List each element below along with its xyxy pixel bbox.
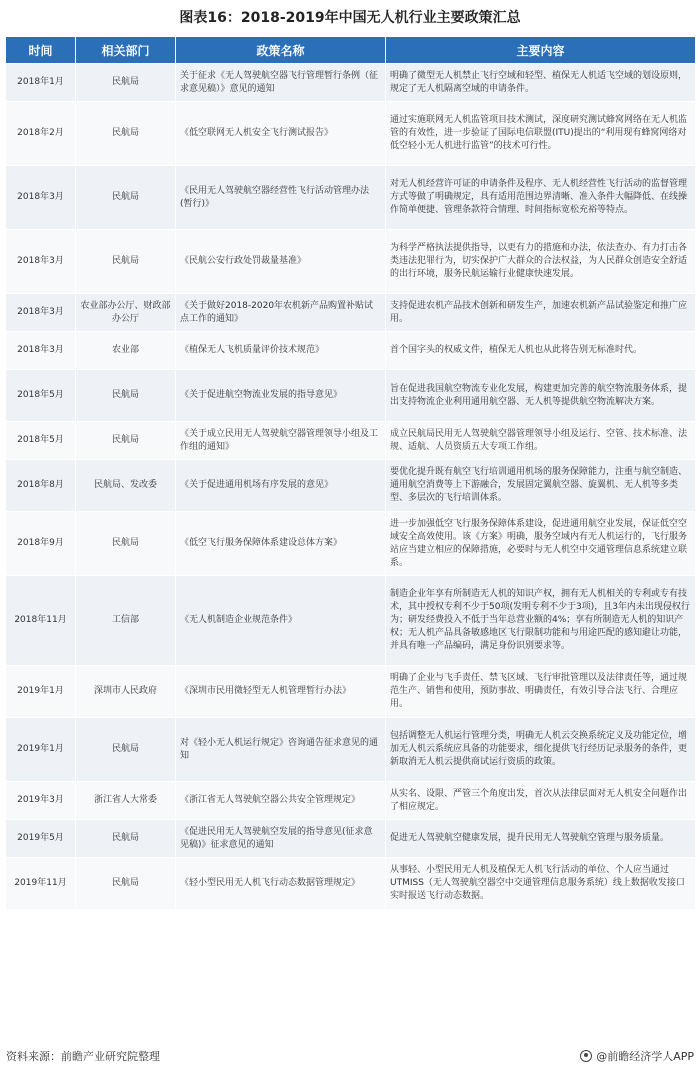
cell-policy-name: 《关于成立民用无人驾驶航空器管理领导小组及工作组的通知》 xyxy=(176,422,386,460)
cell-department: 民航局 xyxy=(76,820,176,858)
table-row xyxy=(6,820,696,858)
cell-department: 民航局 xyxy=(76,102,176,166)
cell-main-content: 旨在促进我国航空物流专业化发展，构建更加完善的航空物流服务体系，提出支持物流企业利用通用航空器、无人机等提供航空物流解决方案。 xyxy=(386,370,696,422)
brand-text: @前瞻经济学人APP xyxy=(596,1050,694,1063)
cell-date: 2019年3月 xyxy=(6,782,76,820)
table-row xyxy=(6,294,696,332)
cell-main-content: 通过实施联网无人机监管项目技术测试，深度研究测试蜂窝网络在无人机监管的有效性，进一步验证了国际电信联盟(ITU)提出的“利用现有蜂窝网络对低空轻小无人机进行监管”的技术可行性。 xyxy=(386,102,696,166)
qianzhan-logo-icon xyxy=(580,1050,592,1062)
cell-department: 深圳市人民政府 xyxy=(76,666,176,718)
cell-policy-name: 关于征求《无人驾驶航空器飞行管理暂行条例（征求意见稿）》意见的通知 xyxy=(176,64,386,102)
cell-department: 工信部 xyxy=(76,576,176,666)
table-body xyxy=(6,64,696,910)
cell-date: 2018年9月 xyxy=(6,512,76,576)
cell-policy-name: 《浙江省无人驾驶航空器公共安全管理规定》 xyxy=(176,782,386,820)
cell-date: 2018年3月 xyxy=(6,230,76,294)
cell-policy-name: 《轻小型民用无人机飞行动态数据管理规定》 xyxy=(176,858,386,910)
table-row xyxy=(6,422,696,460)
cell-main-content: 要优化提升既有航空飞行培训通用机场的服务保障能力，注重与航空制造、通用航空消费等上下游融合，发展固定翼航空器、旋翼机、无人机等多类型、多层次的飞行培训体系。 xyxy=(386,460,696,512)
source-note: 资料来源：前瞻产业研究院整理 xyxy=(6,1050,160,1063)
cell-date: 2018年2月 xyxy=(6,102,76,166)
cell-policy-name: 《民用无人驾驶航空器经营性飞行活动管理办法(暂行)》 xyxy=(176,166,386,230)
cell-policy-name: 《关于做好2018-2020年农机新产品购置补贴试点工作的通知》 xyxy=(176,294,386,332)
chart-title: 图表16：2018-2019年中国无人机行业主要政策汇总 xyxy=(179,10,521,26)
cell-department: 民航局 xyxy=(76,64,176,102)
table-row xyxy=(6,102,696,166)
cell-main-content: 从实名、设限、严管三个角度出发，首次从法律层面对无人机安全问题作出了相应规定。 xyxy=(386,782,696,820)
cell-department: 民航局 xyxy=(76,166,176,230)
cell-date: 2018年11月 xyxy=(6,576,76,666)
cell-policy-name: 《无人机制造企业规范条件》 xyxy=(176,576,386,666)
header-date: 时间 xyxy=(6,37,76,64)
cell-date: 2019年11月 xyxy=(6,858,76,910)
header-main-content: 主要内容 xyxy=(386,37,696,64)
cell-policy-name: 《民航公安行政处罚裁量基准》 xyxy=(176,230,386,294)
table-row xyxy=(6,666,696,718)
cell-department: 农业部办公厅、财政部办公厅 xyxy=(76,294,176,332)
table-row xyxy=(6,166,696,230)
cell-date: 2018年3月 xyxy=(6,294,76,332)
cell-department: 农业部 xyxy=(76,332,176,370)
cell-policy-name: 《低空飞行服务保障体系建设总体方案》 xyxy=(176,512,386,576)
brand-credit xyxy=(580,1048,694,1064)
table-row xyxy=(6,782,696,820)
cell-policy-name: 《低空联网无人机安全飞行测试报告》 xyxy=(176,102,386,166)
cell-main-content: 进一步加强低空飞行服务保障体系建设，促进通用航空业发展，保证低空空域安全高效使用。该《方案》明确，服务空域内有无人机运行的，飞行服务站应当建立相应的保障措施，必要时与无人机空中交通管理信息系统建立联系。 xyxy=(386,512,696,576)
cell-department: 民航局 xyxy=(76,230,176,294)
cell-main-content: 为科学严格执法提供指导，以更有力的措施和办法，依法查办、有力打击各类违法犯罪行为，切实保护广大群众的合法权益，为人民群众创造安全舒适的出行环境，服务民航运输行业健康快速发展。 xyxy=(386,230,696,294)
table-row xyxy=(6,576,696,666)
table-row xyxy=(6,718,696,782)
table-header-row xyxy=(6,37,696,64)
cell-date: 2018年5月 xyxy=(6,370,76,422)
footer xyxy=(6,1046,694,1066)
cell-policy-name: 《植保无人飞机质量评价技术规范》 xyxy=(176,332,386,370)
cell-date: 2018年3月 xyxy=(6,166,76,230)
table-row xyxy=(6,230,696,294)
cell-date: 2019年1月 xyxy=(6,666,76,718)
table-row xyxy=(6,332,696,370)
header-policy-name: 政策名称 xyxy=(176,37,386,64)
cell-date: 2018年5月 xyxy=(6,422,76,460)
table-row xyxy=(6,370,696,422)
cell-main-content: 对无人机经营许可证的申请条件及程序、无人机经营性飞行活动的监督管理方式等做了明确规定，具有适用范围边界清晰、准入条件大幅降低、在线操作简单便捷、管理条款符合情理、时间指标宽松充裕等特点。 xyxy=(386,166,696,230)
cell-department: 民航局 xyxy=(76,718,176,782)
cell-date: 2018年8月 xyxy=(6,460,76,512)
cell-date: 2019年5月 xyxy=(6,820,76,858)
cell-department: 民航局、发改委 xyxy=(76,460,176,512)
cell-main-content: 明确了微型无人机禁止飞行空域和轻型、植保无人机适飞空域的划设原则，规定了无人机隔离空域的申请条件。 xyxy=(386,64,696,102)
cell-main-content: 从事轻、小型民用无人机及植保无人机飞行活动的单位、个人应当通过UTMISS（无人驾驶航空器空中交通管理信息服务系统）线上数据收发接口实时报送飞行动态数据。 xyxy=(386,858,696,910)
cell-main-content: 支持促进农机产品技术创新和研发生产，加速农机新产品试验鉴定和推广应用。 xyxy=(386,294,696,332)
cell-main-content: 促进无人驾驶航空健康发展，提升民用无人驾驶航空管理与服务质量。 xyxy=(386,820,696,858)
cell-policy-name: 《关于促进通用机场有序发展的意见》 xyxy=(176,460,386,512)
cell-main-content: 首个国字头的权威文件，植保无人机也从此将告别无标准时代。 xyxy=(386,332,696,370)
cell-date: 2018年3月 xyxy=(6,332,76,370)
cell-policy-name: 《深圳市民用微轻型无人机管理暂行办法》 xyxy=(176,666,386,718)
cell-date: 2019年1月 xyxy=(6,718,76,782)
policy-table xyxy=(5,36,696,910)
table-row xyxy=(6,460,696,512)
cell-main-content: 制造企业年享有所制造无人机的知识产权，拥有无人机相关的专利或专有技术，其中授权专利不少于50项(发明专利不少于3项)，且3年内未出现侵权行为；研发经费投入不低于当年总营业额的4%；享有所制造无人机的知识产权；无人机产品具备敏感地区飞行限制功能和与用途匹配的感知避让功能，并具有唯一产品编码，满足身份识别要求等。 xyxy=(386,576,696,666)
cell-main-content: 成立民航局民用无人驾驶航空器管理领导小组及运行、空管、技术标准、法规、适航、人员资质五大专项工作组。 xyxy=(386,422,696,460)
table-row xyxy=(6,64,696,102)
header-department: 相关部门 xyxy=(76,37,176,64)
table-row xyxy=(6,858,696,910)
cell-policy-name: 《促进民用无人驾驶航空发展的指导意见(征求意见稿)》征求意见的通知 xyxy=(176,820,386,858)
cell-policy-name: 《关于促进航空物流业发展的指导意见》 xyxy=(176,370,386,422)
cell-department: 民航局 xyxy=(76,512,176,576)
cell-department: 民航局 xyxy=(76,370,176,422)
cell-policy-name: 对《轻小无人机运行规定》咨询通告征求意见的通知 xyxy=(176,718,386,782)
table-row xyxy=(6,512,696,576)
cell-main-content: 明确了企业与飞手责任、禁飞区域、飞行审批管理以及法律责任等，通过规范生产、销售和使用，预防事故、明确责任，有效引导合法飞行、合理应用。 xyxy=(386,666,696,718)
cell-department: 民航局 xyxy=(76,858,176,910)
cell-main-content: 包括调整无人机运行管理分类，明确无人机云交换系统定义及功能定位，增加无人机云系统应具备的功能要求，细化提供飞行经历记录服务的条件，更新取消无人机云提供商试运行资质的政策。 xyxy=(386,718,696,782)
cell-department: 浙江省人大常委 xyxy=(76,782,176,820)
cell-date: 2018年1月 xyxy=(6,64,76,102)
cell-department: 民航局 xyxy=(76,422,176,460)
